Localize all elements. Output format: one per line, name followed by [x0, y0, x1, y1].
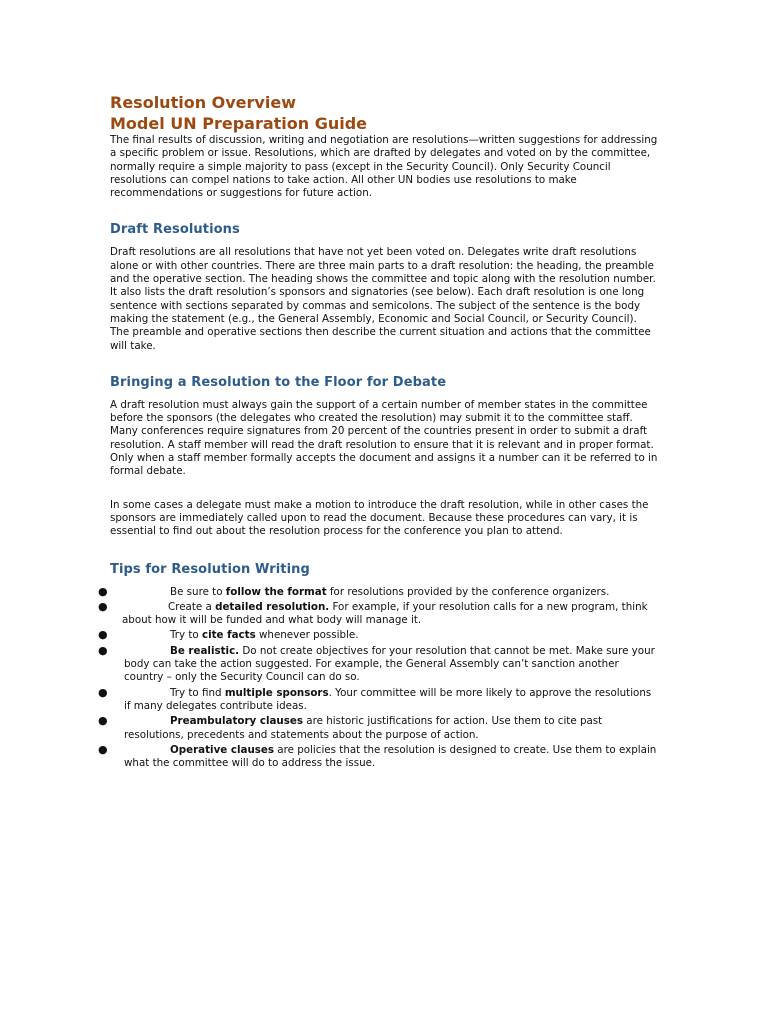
floor-debate-paragraph-2: In some cases a delegate must make a motion to introduce the draft resolution, while in other cases the sponsors are immediately called upon to read the document. Because these procedures can vary, it is essential to find out about the resolution process for the conference you plan to attend.: [110, 498, 649, 538]
document-page: [98, 92, 658, 772]
tips-heading: Tips for Resolution Writing: [110, 561, 310, 577]
intro-paragraph: The final results of discussion, writing and negotiation are resolutions—written suggestions for addressing a specific problem or issue. Resolutions, which are drafted by delegates and voted on by the committee, normally require a simple majority to pass (except in the Security Council). Only Security Council resolutions can compel nations to take action. All other UN bodies use resolutions to make recommendations or suggestions for future action.: [110, 134, 658, 200]
tip-emphasis: cite facts: [202, 629, 256, 642]
tip-emphasis: multiple sponsors: [224, 686, 329, 699]
list-item: ● Try to cite facts whenever possible.: [98, 628, 359, 642]
list-item: ● Create a detailed resolution. For example, if your resolution calls for a new program, think about how it will be funded and what body will manage it.: [98, 599, 648, 627]
tip-emphasis: Be realistic.: [170, 644, 240, 657]
floor-debate-heading: Bringing a Resolution to the Floor for Debate: [110, 374, 447, 390]
bullet-icon: ●: [98, 714, 108, 728]
tips-list: [98, 584, 658, 771]
floor-debate-paragraph-1: A draft resolution must always gain the support of a certain number of member states in the committee before the sponsors (the delegates who created the resolution) may submit it to the committee staff. Many conferences require signatures from 20 percent of the countries present in order to submit a draft resolution. A staff member will read the draft resolution to ensure that it is relevant and in proper format. Only when a staff member formally accepts the document and assigns it a number can it be referred to in formal debate.: [110, 398, 658, 478]
list-item: ● Operative clauses are policies that the resolution is designed to create. Use them to explain what the committee will do to address the issue.: [98, 742, 657, 770]
bullet-icon: ●: [98, 742, 108, 756]
bullet-icon: ●: [98, 599, 108, 613]
title-line-1: Resolution Overview: [110, 93, 296, 112]
list-item: ● Be realistic. Do not create objectives for your resolution that cannot be met. Make sure your body can take the action suggested. For example, the General Assembly can’t sanction another country – only the Security Council can do so.: [98, 643, 655, 684]
title-line-2: Model UN Preparation Guide: [110, 114, 368, 133]
tip-emphasis: Operative clauses: [170, 743, 275, 756]
bullet-icon: ●: [98, 628, 108, 642]
list-item: ● Preambulatory clauses are historic justifications for action. Use them to cite past resolutions, precedents and statements about the purpose of action.: [98, 714, 603, 741]
draft-resolutions-heading: Draft Resolutions: [110, 222, 240, 238]
tip-emphasis: follow the format: [225, 585, 327, 598]
list-item: ● Be sure to follow the format for resolutions provided by the conference organizers.: [98, 584, 610, 598]
tip-emphasis: Preambulatory clauses: [170, 715, 303, 728]
draft-resolutions-paragraph: Draft resolutions are all resolutions that have not yet been voted on. Delegates write draft resolutions alone or with other countries. There are three main parts to a draft resolution: the heading, the preamble and the operative section. The heading shows the committee and topic along with the resolution number. It also lists the draft resolution’s sponsors and signatories (see below). Each draft resolution is one long sentence with sections separated by commas and semicolons. The subject of the sentence is the body making the statement (e.g., the General Assembly, Economic and Social Council, or Security Council). The preamble and operative sections then describe the current situation and actions that the committee will take.: [110, 246, 656, 352]
document-title: [110, 92, 658, 134]
tip-emphasis: detailed resolution.: [215, 600, 330, 613]
bullet-icon: ●: [98, 685, 108, 699]
list-item: ● Try to find multiple sponsors. Your committee will be more likely to approve the resolutions if many delegates contribute ideas.: [98, 685, 652, 712]
bullet-icon: ●: [98, 643, 108, 657]
bullet-icon: ●: [98, 584, 108, 598]
